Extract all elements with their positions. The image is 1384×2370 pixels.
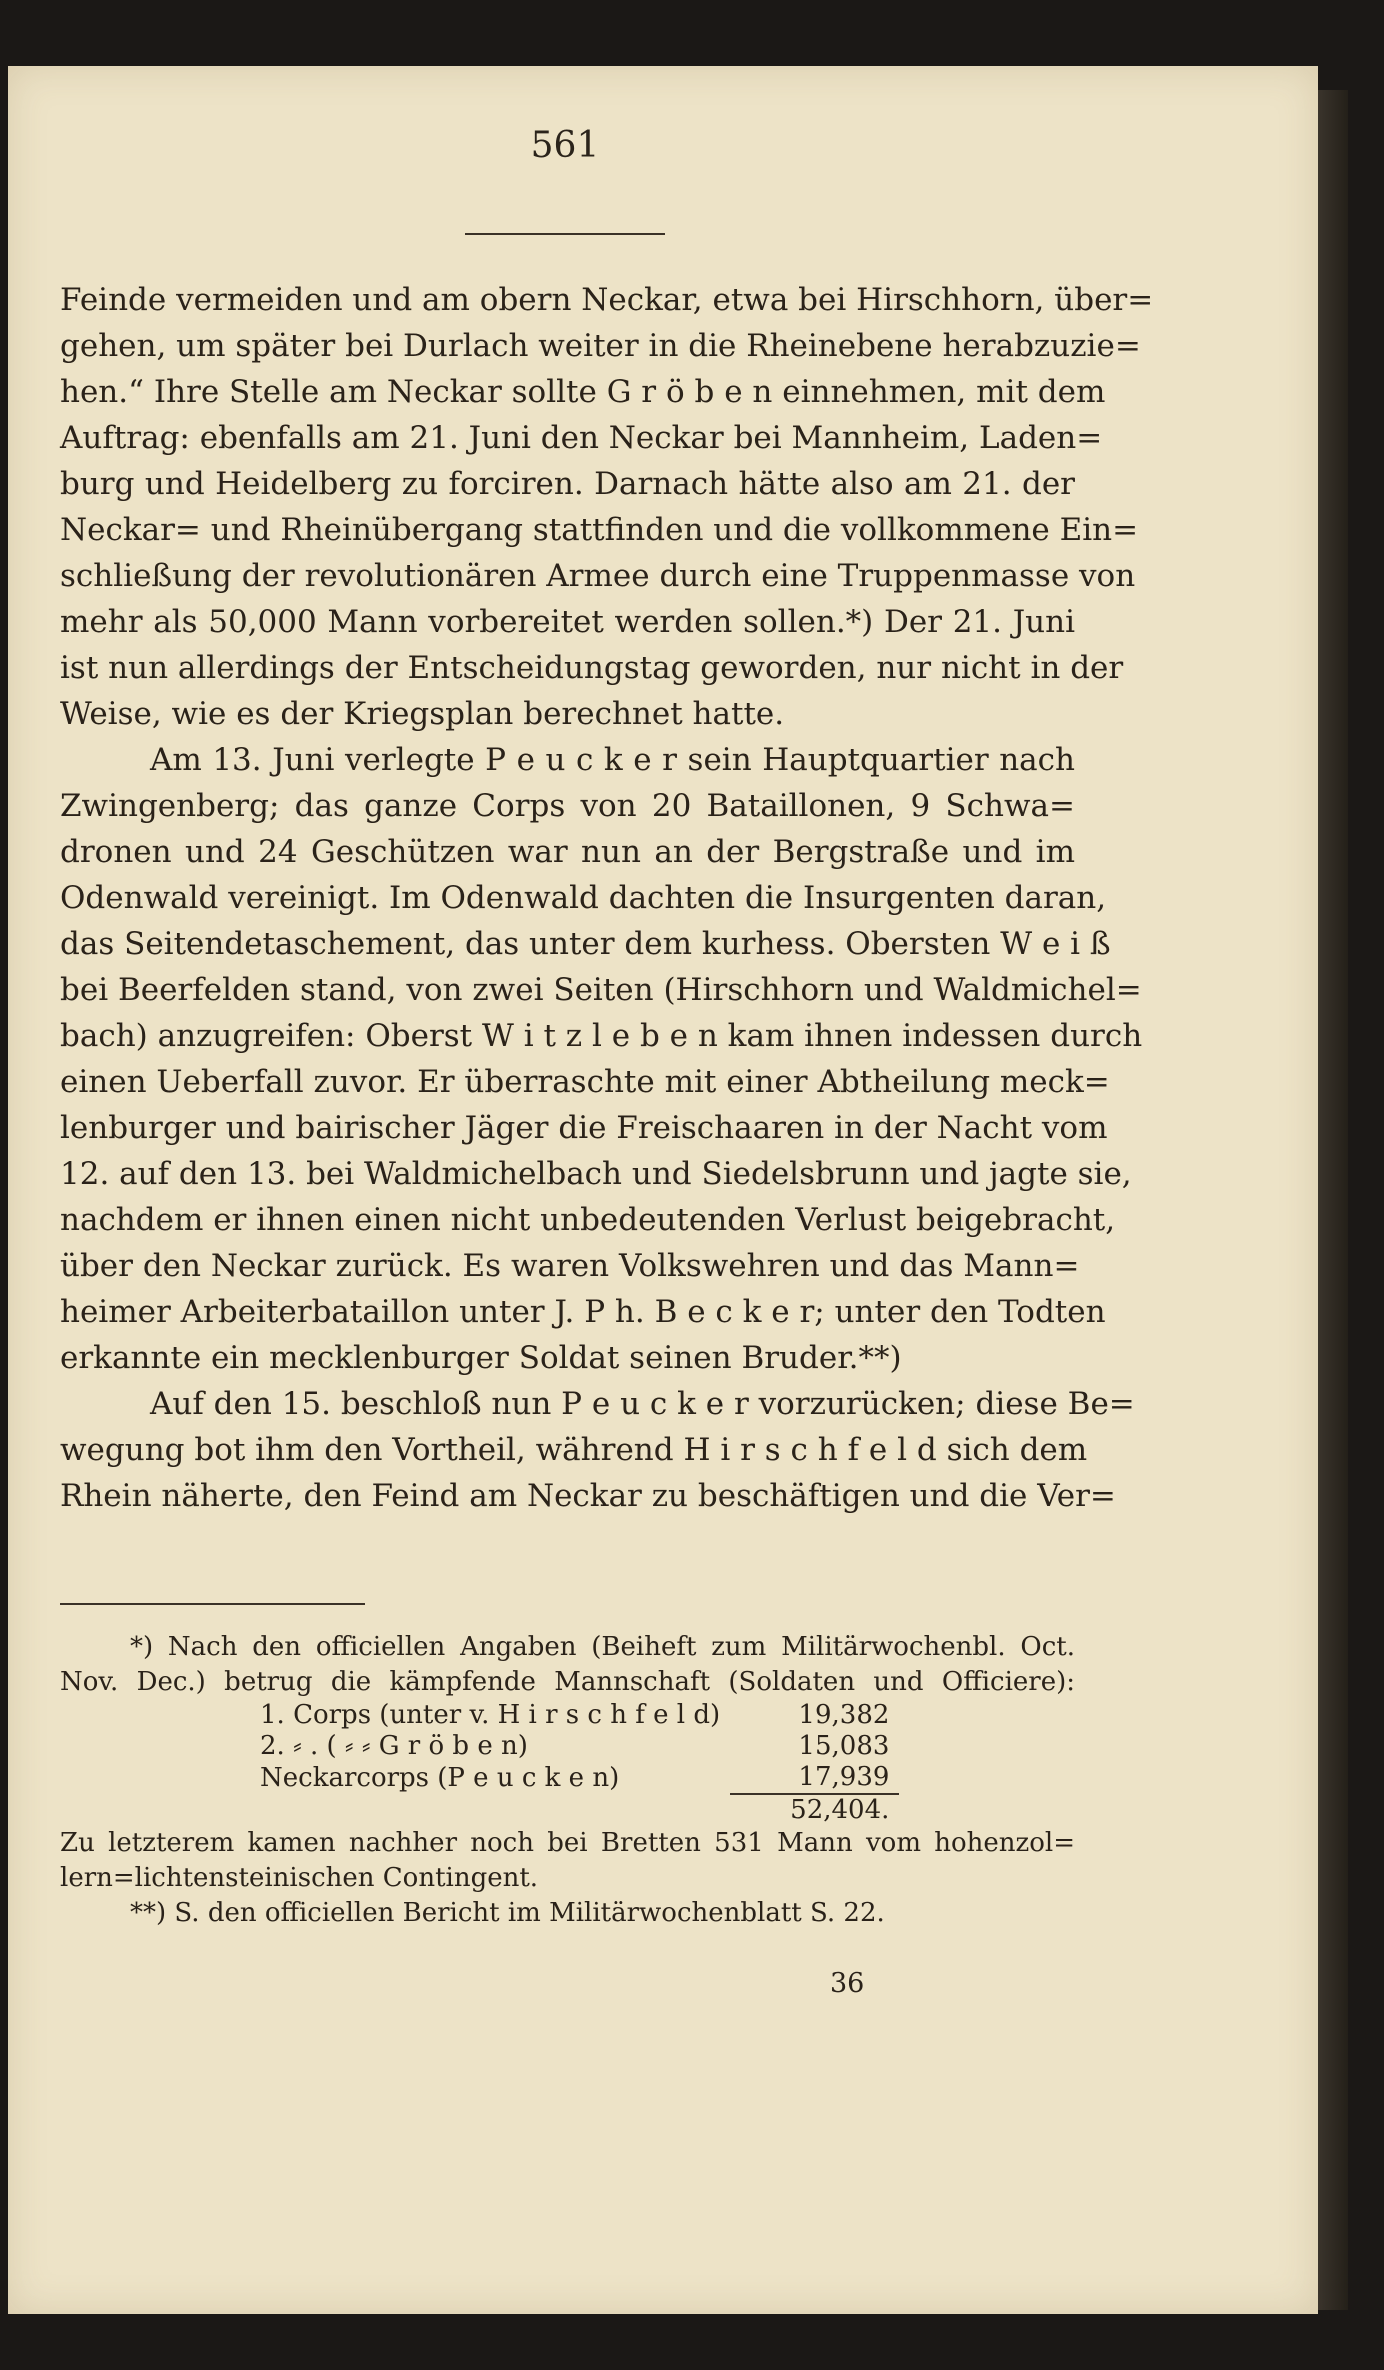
text-line: 12. auf den 13. bei Waldmichelbach und Siedelsbrunn und jagte sie, [60, 1156, 1132, 1192]
footnote-rule [60, 1603, 365, 1605]
text-line: heimer Arbeiterbataillon unter J. P h. B e c k e r; unter den Todten [60, 1294, 1106, 1330]
page-edge [1318, 90, 1348, 2310]
footnote-line: **) S. den officiellen Bericht im Militärwochenblatt S. 22. [130, 1898, 885, 1928]
text-line: wegung bot ihm den Vortheil, während H i r s c h f e l d sich dem [60, 1432, 1088, 1468]
footnote-line: *) Nach den officiellen Angaben (Beiheft zum Militärwochenbl. Oct. [130, 1632, 1075, 1662]
text-line: hen.“ Ihre Stelle am Neckar sollte G r ö b e n einnehmen, mit dem [60, 374, 1106, 410]
signature-mark: 36 [830, 1968, 865, 1999]
table-row [260, 1700, 899, 1731]
tally-value: 15,083 [798, 1731, 890, 1761]
text-line: Neckar= und Rheinübergang stattfinden und die vollkommene Ein= [60, 512, 1139, 548]
tally-value: 17,939 [798, 1762, 890, 1792]
text-line: schließung der revolutionären Armee durch eine Truppenmasse von [60, 558, 1136, 594]
text-line: Auftrag: ebenfalls am 21. Juni den Neckar bei Mannheim, Laden= [60, 420, 1103, 456]
text-line: Rhein näherte, den Feind am Neckar zu beschäftigen und die Ver= [60, 1478, 1116, 1514]
text-line: gehen, um später bei Durlach weiter in die Rheinebene herabzuzie= [60, 328, 1141, 364]
troop-tally-table [260, 1700, 899, 1826]
text-line: Weise, wie es der Kriegsplan berechnet hatte. [60, 696, 785, 732]
text-line: einen Ueberfall zuvor. Er überraschte mit einer Abtheilung meck= [60, 1064, 1110, 1100]
text-line: dronen und 24 Geschützen war nun an der Bergstraße und im [60, 834, 1075, 870]
text-line: bei Beerfelden stand, von zwei Seiten (Hirschhorn und Waldmichel= [60, 972, 1142, 1008]
text-line: Zwingenberg; das ganze Corps von 20 Bataillonen, 9 Schwa= [60, 788, 1075, 824]
tally-label: 1. Corps (unter v. H i r s c h f e l d) [260, 1700, 721, 1730]
text-line: lenburger und bairischer Jäger die Freischaaren in der Nacht vom [60, 1110, 1108, 1146]
text-line: nachdem er ihnen einen nicht unbedeutenden Verlust beigebracht, [60, 1202, 1116, 1238]
table-row [260, 1731, 899, 1762]
text-line: erkannte ein mecklenburger Soldat seinen Bruder.**) [60, 1340, 902, 1376]
text-line: burg und Heidelberg zu forciren. Darnach hätte also am 21. der [60, 466, 1075, 502]
text-line: bach) anzugreifen: Oberst W i t z l e b e n kam ihnen indessen durch [60, 1018, 1143, 1054]
tally-label: Neckarcorps (P e u c k e n) [260, 1762, 620, 1793]
footnotes [60, 1630, 1075, 1931]
text-line: Auf den 15. beschloß nun P e u c k e r vorzurücken; diese Be= [150, 1386, 1135, 1422]
main-text [60, 277, 1154, 1519]
text-line: Odenwald vereinigt. Im Odenwald dachten die Insurgenten daran, [60, 880, 1107, 916]
text-line: das Seitendetaschement, das unter dem kurhess. Obersten W e i ß [60, 926, 1111, 962]
tally-total: 52,404. [730, 1794, 899, 1826]
tally-label: 2. ⸗ . ( ⸗ ⸗ G r ö b e n) [260, 1731, 528, 1761]
table-row [260, 1762, 899, 1794]
text-line: ist nun allerdings der Entscheidungstag geworden, nur nicht in der [60, 650, 1124, 686]
table-row [260, 1794, 899, 1826]
footnote-line: lern=lichtensteinischen Contingent. [60, 1863, 539, 1893]
footnote-line: Zu letzterem kamen nachher noch bei Bretten 531 Mann vom hohenzol= [60, 1828, 1075, 1858]
header-rule [465, 233, 665, 235]
text-line: Feinde vermeiden und am obern Neckar, etwa bei Hirschhorn, über= [60, 282, 1154, 318]
text-line: Am 13. Juni verlegte P e u c k e r sein Hauptquartier nach [150, 742, 1075, 778]
footnote-line: Nov. Dec.) betrug die kämpfende Mannschaft (Soldaten und Officiere): [60, 1667, 1075, 1697]
page-number: 561 [530, 125, 600, 166]
text-line: über den Neckar zurück. Es waren Volkswehren und das Mann= [60, 1248, 1080, 1284]
text-line: mehr als 50,000 Mann vorbereitet werden sollen.*) Der 21. Juni [60, 604, 1075, 640]
tally-value: 19,382 [798, 1700, 890, 1730]
